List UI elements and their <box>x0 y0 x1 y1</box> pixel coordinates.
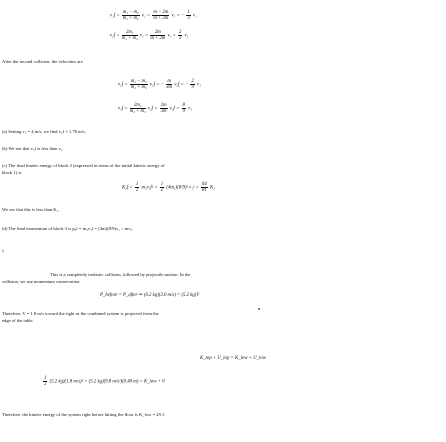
fraction: $\frac{\text{m₁ − m₂}}{\text{m₁ + m₂}}$ <box>122 10 139 21</box>
paragraph-part-c-1: (c) The final kinetic energy of block 3 (expressed in terms of the initial kinetic energy of <box>2 163 165 168</box>
equation-v1f: v₁f = $\frac{\text{m₁ − m₂}}{\text{m₁ + m₂}}$ v₁ = $\frac{m - 2m}{m + 2m}$ v₁ = − $\frac{1}{3}$ v₁ <box>110 10 197 21</box>
fraction: $\frac{1}{2}$ <box>135 182 139 193</box>
fraction: $\frac{\text{m₂ − m₃}}{\text{m₂ + m₃}}$ <box>130 79 147 90</box>
paragraph-therefore-1: Therefore, V = 1.8 m/s toward the right as the combined system is projected from the <box>2 311 159 316</box>
paragraph-part-c-2: block 1) is <box>2 170 22 175</box>
paragraph-part-c-conclusion: We see that this is less than K₁. <box>2 207 60 212</box>
stray-dot <box>258 308 260 310</box>
equation-v2f-second: v₂f = $\frac{\text{m₂ − m₃}}{\text{m₂ + m₃}}$ v₂f = − $\frac{m}{3m}$ v₂f = − $\frac{2}{9}$ v₁ <box>118 79 201 90</box>
fraction: $\frac{1}{2}$ <box>160 182 164 193</box>
problem-number-marker: ) <box>2 248 4 253</box>
fraction: $\frac{2m}{3m}$ <box>160 103 167 114</box>
paragraph-therefore-2: edge of the table. <box>2 318 34 323</box>
paragraph-final: Therefore, the kinetic energy of the system right before hitting the floor is K_low = 29 J. <box>2 412 165 417</box>
equation-energy: K_top + U_top = K_low + U_low <box>200 356 266 361</box>
fraction: $\frac{64}{81}$ <box>201 182 207 193</box>
fraction: $\frac{\text{2m₂}}{\text{m₂ + m₃}}$ <box>129 103 146 114</box>
fraction: $\frac{2}{3}$ <box>178 30 182 41</box>
equation-v2f: v₂f = $\frac{\text{2m₁}}{\text{m₁ + m₂}}$ v₁ = $\frac{2m}{m + 2m}$ v₁ = $\frac{2}{3}$ v₁ <box>110 30 189 41</box>
paragraph-inelastic-2: collision, we use momentum conservation. <box>2 279 81 284</box>
fraction: $\frac{1}{3}$ <box>187 10 190 21</box>
fraction: $\frac{2m}{m + 2m}$ <box>150 30 166 41</box>
paragraph-part-b: (b) We see that v₃f is less than v₁. <box>2 146 64 151</box>
fraction: $\frac{1}{2}$ <box>44 376 47 387</box>
paragraph-part-a: (a) Setting v₁ = 4 m/s, we find v₃f ≈ 1.78 m/s. <box>2 129 86 134</box>
equation-energy-values: $\frac{1}{2}$ (5.2 kg)(1.8 m/s)² + (5.2 kg)(9.8 m/s²)(0.40 m) = K_low + 0 <box>44 376 165 387</box>
fraction: $\frac{2}{9}$ <box>191 79 194 90</box>
paragraph-inelastic-1: This is a completely inelastic collision, followed by projectile motion. In the <box>50 272 191 277</box>
fraction: $\frac{\text{2m₁}}{\text{m₁ + m₂}}$ <box>121 30 138 41</box>
paragraph-after-second-collision: After the second collision, the velocities are <box>2 59 83 64</box>
equation-momentum: P_before = P_after ⇒ (0.2 kg)(3.0 m/s) = (5.2 kg)V <box>100 293 200 298</box>
equation-k3f: K₃f = $\frac{1}{2}$ m₃v₃f² = $\frac{1}{2}$ (4m₁)(8/9)² v₁² = $\frac{64}{81}$ K₁ <box>122 182 215 193</box>
fraction: $\frac{8}{9}$ <box>182 103 185 114</box>
fraction: $\frac{m}{3m}$ <box>166 79 172 90</box>
equation-v3f: v₃f = $\frac{\text{2m₂}}{\text{m₂ + m₃}}$ v₂f = $\frac{2m}{3m}$ v₂f = $\frac{8}{9}$ v₁ <box>118 103 192 114</box>
fraction: $\frac{m - 2m}{m + 2m}$ <box>153 10 169 21</box>
paragraph-part-d: (d) The final momentum of block 3 is p₃f = m₃v₃f = (4m)(8/9)v₁ > mv₁. <box>2 226 134 231</box>
